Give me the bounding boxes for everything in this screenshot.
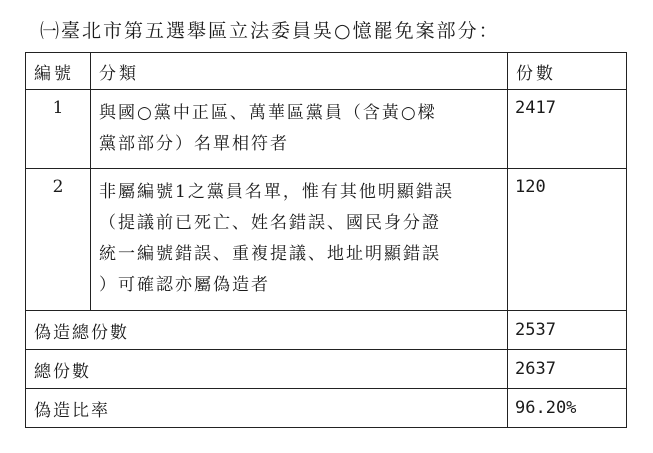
header-category: 分類 [91, 53, 508, 90]
summary-value-forged-total: 2537 [508, 311, 627, 350]
summary-label-total: 總份數 [26, 350, 508, 389]
summary-label-forged-total: 偽造總份數 [26, 311, 508, 350]
row-number: 1 [26, 90, 91, 169]
summary-row [26, 389, 627, 428]
header-count: 份數 [508, 53, 627, 90]
recall-table [25, 52, 627, 428]
row-description: 非屬編號1之黨員名單，惟有其他明顯錯誤 （提議前已死亡、姓名錯誤、國民身分證 統一編號錯誤、重複提議、地址明顯錯誤 ）可確認亦屬偽造者 [91, 169, 508, 311]
summary-value-total: 2637 [508, 350, 627, 389]
row-description: 與國○黨中正區、萬華區黨員（含黃○樑 黨部部分）名單相符者 [91, 90, 508, 169]
row-count: 2417 [508, 90, 627, 169]
summary-row [26, 311, 627, 350]
section-title: ㈠臺北市第五選舉區立法委員吳○憶罷免案部分： [40, 20, 500, 42]
summary-label-forged-rate: 偽造比率 [26, 389, 508, 428]
summary-value-forged-rate: 96.20% [508, 389, 627, 428]
table-row [26, 90, 627, 169]
row-number: 2 [26, 169, 91, 311]
summary-row [26, 350, 627, 389]
table-row [26, 169, 627, 311]
table-header-row [26, 53, 627, 90]
header-number: 編號 [26, 53, 91, 90]
row-count: 120 [508, 169, 627, 311]
